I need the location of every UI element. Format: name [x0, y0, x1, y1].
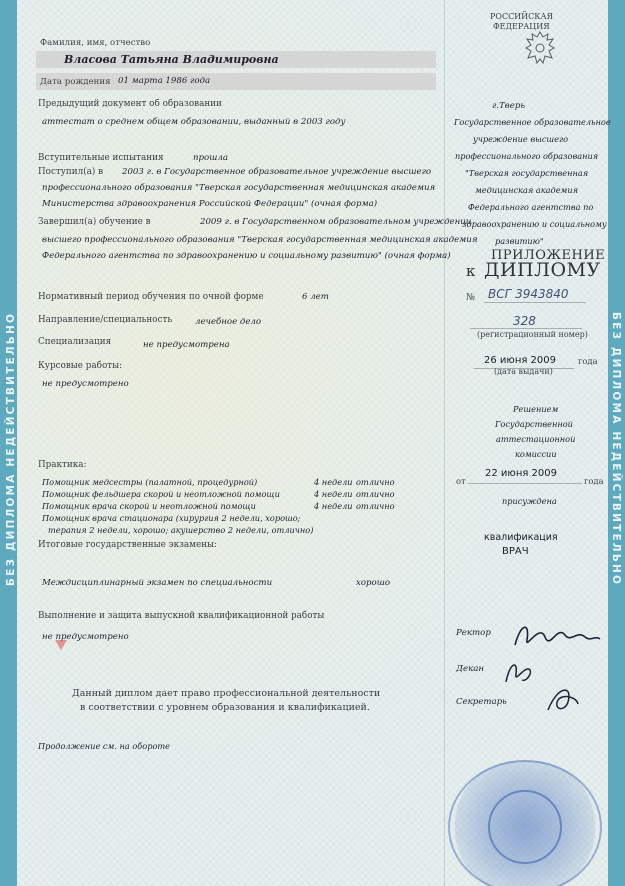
issuer-line-2: учреждение высшего	[473, 134, 569, 144]
red-mark-icon	[55, 640, 67, 650]
commission-year-word: года	[584, 476, 604, 486]
practice-row-3-grade: отлично	[356, 501, 395, 511]
thesis-label: Выполнение и защита выпускной квалификационной работы	[38, 611, 325, 621]
practice-row-3-name: Помощник врача скорой и неотложной помощи	[42, 501, 256, 511]
secretary-signature	[538, 680, 588, 720]
decision-line-2: Государственной	[495, 419, 573, 429]
issuer-line-7: здравоохранению и социальному	[462, 219, 607, 229]
completed-label: Завершил(а) обучение в	[38, 217, 151, 227]
awarded: присуждена	[502, 496, 557, 506]
reg-number: 328	[513, 314, 536, 328]
side-text-right: БЕЗ ДИПЛОМА НЕДЕЙСТВИТЕЛЬНО	[610, 311, 622, 587]
coat-of-arms-icon	[520, 28, 560, 68]
specialty-label: Направление/специальность	[38, 315, 173, 325]
secretary-label: Секретарь	[456, 697, 507, 707]
practice-row-1-grade: отлично	[356, 477, 395, 487]
reg-label: (регистрационный номер)	[477, 330, 588, 339]
commission-underline	[468, 483, 582, 484]
issuer-line-8: развитию"	[495, 236, 544, 246]
from-word: от	[456, 476, 466, 486]
period-value: 6 лет	[302, 292, 329, 302]
title-line2: ДИПЛОМУ	[484, 259, 601, 281]
completed-line2: высшего профессионального образования "Тверская государственная медицинская академия	[42, 235, 478, 245]
qual-value: ВРАЧ	[502, 546, 529, 557]
title-prefix: к	[466, 262, 476, 280]
title-line1: ПРИЛОЖЕНИЕ	[491, 248, 606, 263]
country-line2: ФЕДЕРАЦИЯ	[493, 22, 550, 31]
prev-doc-value: аттестат о среднем общем образовании, выданный в 2003 году	[42, 117, 346, 127]
commission-date: 22 июня 2009	[485, 468, 558, 479]
prev-doc-label: Предыдущий документ об образовании	[38, 99, 222, 109]
dob-label: Дата рождения	[40, 77, 111, 87]
rector-signature	[505, 615, 605, 655]
practice-inpatient-line2: терапия 2 недели, хорошо; акушерство 2 недели, отлично)	[48, 525, 314, 535]
exam-grade: хорошо	[356, 578, 391, 588]
practice-row-1-name: Помощник медсестры (палатной, процедурной)	[42, 477, 258, 487]
specialization-value: не предусмотрена	[143, 340, 230, 350]
dean-signature	[498, 652, 538, 692]
issuer-line-6: Федерального агентства по	[468, 202, 594, 212]
admitted-label: Поступил(а) в	[38, 167, 104, 177]
number-underline	[484, 302, 586, 303]
issue-label: (дата выдачи)	[494, 367, 553, 376]
rights-line1: Данный диплом дает право профессиональной деятельности	[72, 688, 381, 699]
side-text-left: БЕЗ ДИПЛОМА НЕДЕЙСТВИТЕЛЬНО	[5, 311, 17, 587]
practice-row-3-duration: 4 недели	[314, 501, 353, 511]
name-label: Фамилия, имя, отчество	[40, 38, 151, 48]
issue-date: 26 июня 2009	[484, 355, 557, 366]
decision-line-1: Решением	[513, 404, 559, 414]
number-prefix: №	[466, 292, 475, 303]
name-value: Власова Татьяна Владимировна	[64, 53, 279, 66]
coursework-value: не предусмотрено	[42, 379, 129, 389]
thesis-value: не предусмотрено	[42, 632, 129, 642]
exam-name: Междисциплинарный экзамен по специальности	[42, 578, 273, 588]
issuer-line-3: профессионального образования	[455, 151, 599, 161]
practice-label: Практика:	[38, 460, 87, 470]
specialization-label: Специализация	[38, 337, 112, 347]
coursework-label: Курсовые работы:	[38, 361, 123, 371]
issuer-line-4: "Тверская государственная	[465, 168, 589, 178]
practice-row-2-duration: 4 недели	[314, 489, 353, 499]
continued-note: Продолжение см. на обороте	[38, 741, 170, 751]
issue-year-word: года	[578, 356, 598, 366]
practice-row-2-name: Помощник фельдшера скорой и неотложной помощи	[42, 489, 280, 499]
practice-row-1-duration: 4 недели	[314, 477, 353, 487]
issuer-line-5: медицинская академия	[475, 185, 579, 195]
seal-emblem-icon	[488, 790, 562, 864]
country-line1: РОССИЙСКАЯ	[490, 12, 553, 21]
decision-line-3: аттестационной	[496, 434, 576, 444]
city: г.Тверь	[492, 101, 526, 111]
issuer-line-1: Государственное образовательное	[454, 117, 611, 127]
completed-line3: Федерального агентства по здравоохранению и социальному развитию" (очная форма)	[42, 251, 451, 261]
practice-row-2-grade: отлично	[356, 489, 395, 499]
diploma-number: ВСГ 3943840	[488, 287, 569, 301]
dob-value: 01 марта 1986 года	[118, 76, 211, 86]
entrance-label: Вступительные испытания	[38, 153, 164, 163]
rights-line2: в соответствии с уровнем образования и квалификацией.	[80, 702, 370, 713]
specialty-value: лечебное дело	[195, 317, 262, 327]
reg-underline	[470, 328, 582, 329]
period-label: Нормативный период обучения по очной форме	[38, 292, 264, 302]
completed-line1: 2009 г. в Государственном образовательном учреждении	[200, 217, 472, 227]
practice-inpatient-line1: Помощник врача стационара (хирургия 2 недели, хорошо;	[42, 513, 301, 523]
admitted-line1: 2003 г. в Государственное образовательное учреждение высшего	[122, 167, 432, 177]
admitted-line3: Министерства здравоохранения Российской Федерации" (очная форма)	[42, 199, 378, 209]
admitted-line2: профессионального образования "Тверская государственная медицинская академия	[42, 183, 436, 193]
rector-label: Ректор	[456, 628, 491, 638]
dean-label: Декан	[456, 664, 484, 674]
entrance-value: прошла	[193, 153, 228, 163]
decision-line-4: комиссии	[515, 449, 557, 459]
column-divider	[444, 0, 445, 886]
qual-label: квалификация	[484, 532, 558, 543]
exams-label: Итоговые государственные экзамены:	[38, 540, 218, 550]
